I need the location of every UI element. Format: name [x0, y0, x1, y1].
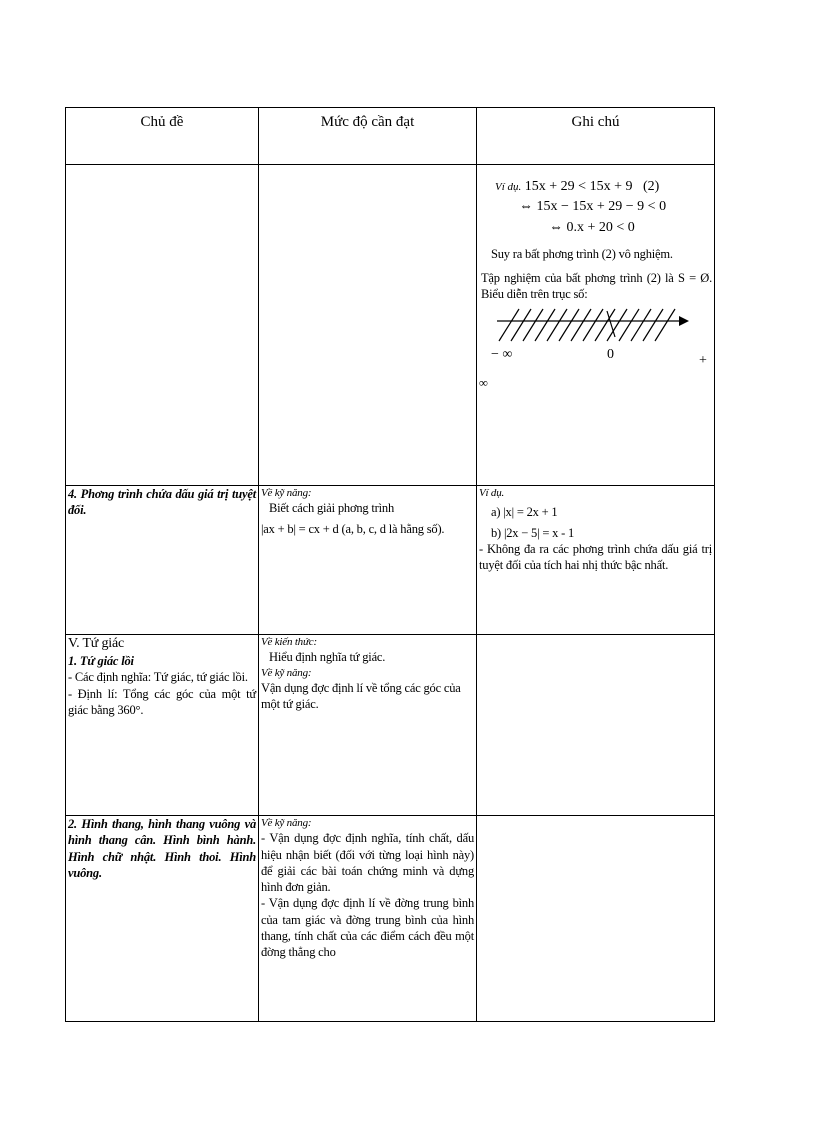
infinity-label: ∞ [479, 375, 488, 390]
header-level: Mức độ cần đạt [259, 108, 477, 165]
skill-text: Biết cách giải phơng trình [269, 501, 394, 516]
solution-set-text: Tập nghiệm của bất phơng trình (2) là S = Ø. Biểu diễn trên trục số: [481, 271, 712, 302]
definition-item: - Các định nghĩa: Tứ giác, tứ giác lồi. [68, 670, 248, 685]
topic-cell: 4. Phơng trình chứa dấu giá trị tuyệt đối. [66, 486, 259, 635]
skill-label: Về kỹ năng: [261, 666, 312, 679]
inequality-number: (2) [642, 179, 660, 194]
example-label: Ví dụ. [495, 181, 522, 193]
example-label: Ví dụ. [479, 487, 505, 499]
conclusion-text: Suy ra bất phơng trình (2) vô nghiệm. [491, 246, 673, 261]
example-b: b) |2x − 5| = x - 1 [491, 525, 575, 540]
skill-label: Về kỹ năng: [261, 817, 312, 829]
plus-label: + [699, 352, 707, 368]
notes-cell [477, 165, 715, 486]
number-line-labels [479, 347, 712, 369]
skill-formula: |ax + b| = cx + d (a, b, c, d là hằng số). [261, 521, 445, 536]
header-topic: Chủ đề [66, 108, 259, 165]
topic-cell: 2. Hình thang, hình thang vuông và hình thang cân. Hình bình hành. Hình chữ nhật. Hình thoi. Hình vuông. [66, 816, 259, 1022]
level-cell [259, 165, 477, 486]
table-row [66, 635, 715, 816]
level-cell [259, 486, 477, 635]
inequality-main: 15x + 29 < 15x + 9 [524, 179, 633, 194]
zero-label: 0 [607, 346, 614, 362]
theorem-item: - Định lí: Tổng các góc của một tứ giác bằng 360°. [68, 686, 256, 717]
notes-cell [477, 635, 715, 816]
step-1: ⇔ 15x − 15x + 29 − 9 < 0 [519, 199, 667, 215]
chapter-title: V. Tứ giác [68, 636, 125, 651]
number-line-diagram [491, 307, 691, 347]
note-text: - Không đa ra các phơng trình chứa dấu giá trị tuyệt đối của tích hai nhị thức bậc nhất. [479, 541, 712, 573]
step-2: ⇔ 0.x + 20 < 0 [549, 219, 635, 235]
subtopic-title: 1. Tứ giác lồi [68, 654, 134, 669]
skill-item-1: - Vận dụng đợc định nghĩa, tính chất, dấu hiệu nhận biết (đối với từng loại hình này) để giải các bài toán chứng minh và dựng hình đơn giản. [261, 831, 474, 895]
knowledge-text: Hiểu định nghĩa tứ giác. [269, 650, 386, 665]
topic-cell [66, 635, 259, 816]
table-row [66, 816, 715, 1022]
header-notes: Ghi chú [477, 108, 715, 165]
level-cell [259, 635, 477, 816]
header-row [66, 108, 715, 165]
table-row [66, 486, 715, 635]
notes-cell [477, 816, 715, 1022]
curriculum-table [65, 107, 715, 1022]
table-row [66, 165, 715, 486]
level-cell [259, 816, 477, 1022]
notes-cell [477, 486, 715, 635]
skill-text: Vận dụng đợc định lí về tổng các góc của một tứ giác. [261, 680, 461, 712]
example-a: a) |x| = 2x + 1 [491, 505, 558, 520]
topic-cell [66, 165, 259, 486]
minus-infinity-label: − ∞ [491, 346, 513, 362]
skill-item-2: - Vận dụng đợc định lí về đờng trung bình của tam giác và đờng trung bình của hình thang, tính chất của các điểm cách đều một đờng thẳng cho [261, 896, 474, 960]
knowledge-label: Về kiến thức: [261, 636, 317, 648]
skill-label: Về kỹ năng: [261, 487, 312, 499]
